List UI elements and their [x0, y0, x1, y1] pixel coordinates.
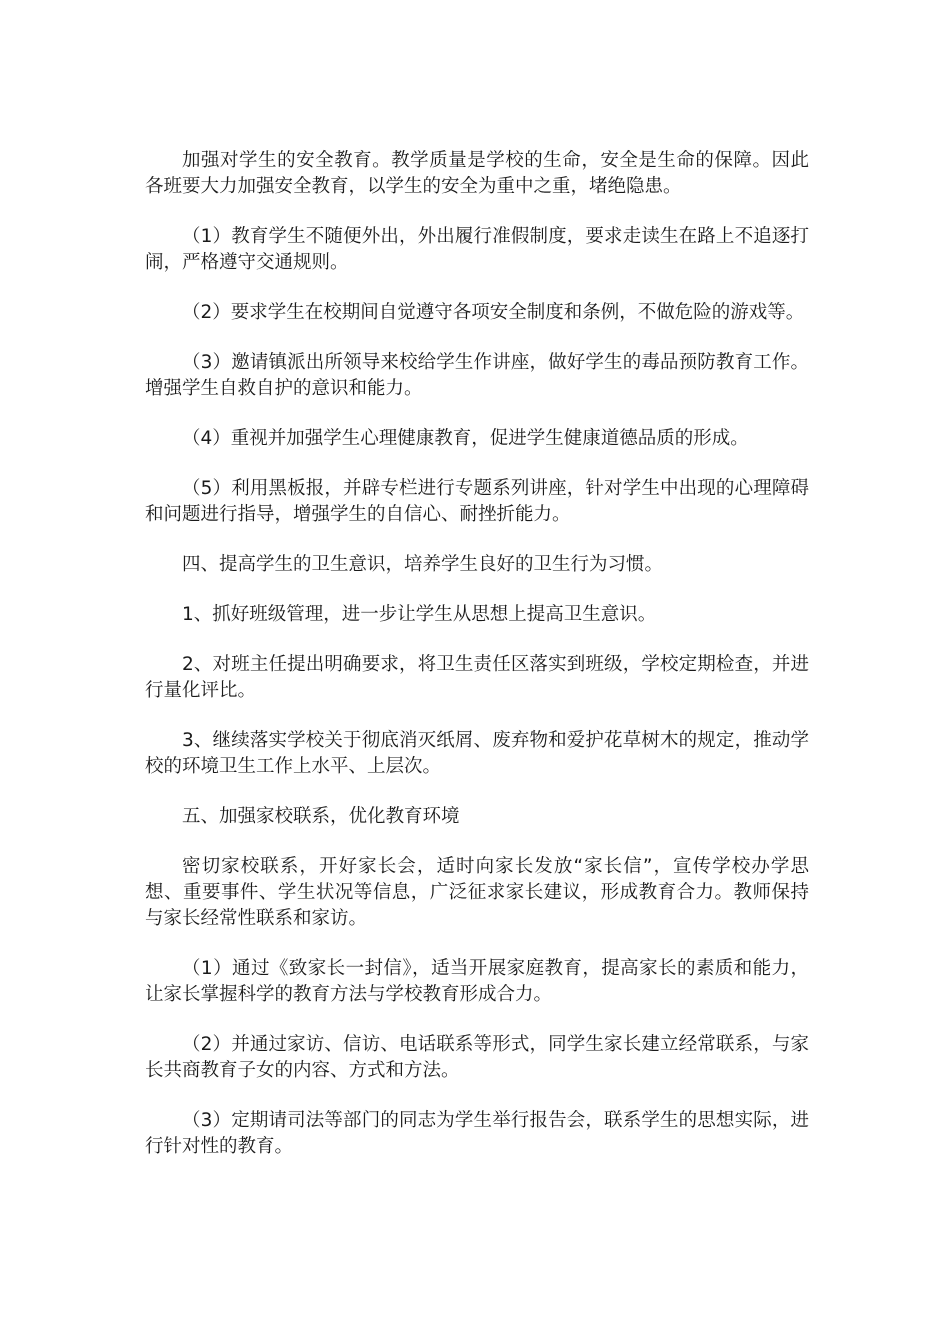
paragraph-home-school-2: （2）并通过家访、信访、电话联系等形式，同学生家长建立经常联系，与家长共商教育子女的内容、方式和方法。: [145, 1034, 809, 1081]
paragraph-home-school-3: （3）定期请司法等部门的同志为学生举行报告会，联系学生的思想实际，进行针对性的教育。: [145, 1110, 809, 1157]
paragraph-hygiene-2: 2、对班主任提出明确要求，将卫生责任区落实到班级，学校定期检查，并进行量化评比。: [145, 654, 809, 701]
paragraph-home-school-intro: 密切家校联系，开好家长会，适时向家长发放“家长信”，宣传学校办学思想、重要事件、学生状况等信息，广泛征求家长建议，形成教育合力。教师保持与家长经常性联系和家访。: [145, 856, 809, 929]
paragraph-item-1: （1）教育学生不随便外出，外出履行准假制度，要求走读生在路上不追逐打闹，严格遵守交通规则。: [145, 226, 809, 273]
section-heading-hygiene: 四、提高学生的卫生意识，培养学生良好的卫生行为习惯。: [182, 554, 664, 575]
paragraph-hygiene-3: 3、继续落实学校关于彻底消灭纸屑、废弃物和爱护花草树木的规定，推动学校的环境卫生工作上水平、上层次。: [145, 730, 809, 777]
paragraph-item-5: （5）利用黑板报，并辟专栏进行专题系列讲座，针对学生中出现的心理障碍和问题进行指导，增强学生的自信心、耐挫折能力。: [145, 478, 809, 525]
paragraph-item-2: （2）要求学生在校期间自觉遵守各项安全制度和条例，不做危险的游戏等。: [182, 302, 805, 323]
paragraph-hygiene-1: 1、抓好班级管理，进一步让学生从思想上提高卫生意识。: [182, 604, 657, 625]
paragraph-item-4: （4）重视并加强学生心理健康教育，促进学生健康道德品质的形成。: [182, 428, 749, 449]
section-heading-home-school: 五、加强家校联系，优化教育环境: [182, 806, 460, 827]
document-body: [145, 148, 809, 1160]
paragraph-home-school-1: （1）通过《致家长一封信》，适当开展家庭教育，提高家长的素质和能力，让家长掌握科学的教育方法与学校教育形成合力。: [145, 958, 809, 1005]
paragraph-item-3: （3）邀请镇派出所领导来校给学生作讲座，做好学生的毒品预防教育工作。增强学生自救自护的意识和能力。: [145, 352, 809, 399]
paragraph-safety-education: 加强对学生的安全教育。教学质量是学校的生命，安全是生命的保障。因此各班要大力加强安全教育，以学生的安全为重中之重，堵绝隐患。: [145, 150, 809, 197]
